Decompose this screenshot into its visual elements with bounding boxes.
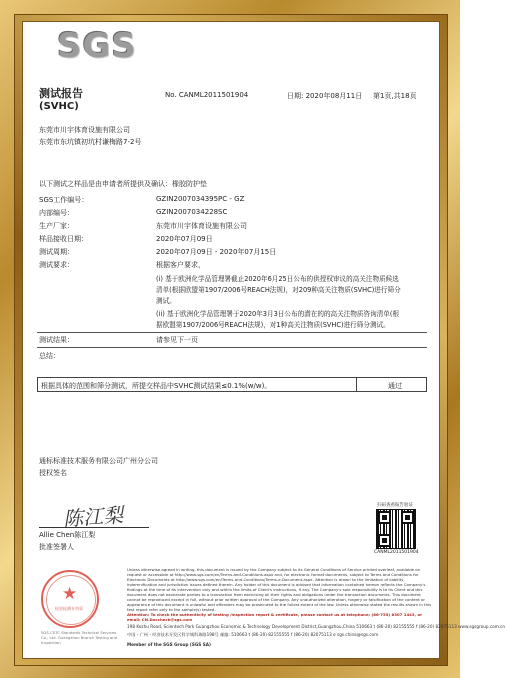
field-value: 2020年07月09日 - 2020年07月15日	[156, 248, 277, 256]
fine-print: Unless otherwise agreed in writing, this document is issued by the Company subject to its General Conditions of Service printed overleaf, available on request or accessible at http://www.sgs.com/en/Terms-and-Conditions.aspx and, for electronic format documents, subject to Terms and Conditions for Electronic Documents at http://www.sgs.com/en/Terms-and-Conditions/Terms-e-Document.aspx. Attention is drawn to the limitation of liability, indemnification and jurisdiction issues defined therein. Any holder of this document is advised that information contained hereon reflects the Company's findings at the time of its intervention only and within the limits of Client's instructions, if any. The Company's sole responsibility is to its Client and this document does not exonerate parties to a transaction from exercising all their rights and obligations under the transaction documents. This document cannot be reproduced except in full, without prior written approval of the Company. Any unauthorized alteration, forgery or falsification of the content or appearance of this document is unlawful and offenders may be prosecuted to the fullest extent of the law. Unless otherwise stated the results shown in this test report refer only to the sample(s) tested.	[127, 567, 432, 612]
report-title: 测试报告	[39, 87, 83, 100]
field-value: GZIN2007034395PC - GZ	[156, 195, 245, 203]
summary-verdict: 通过	[388, 382, 402, 390]
signatory-name: Allie Chen陈江梨	[39, 531, 96, 539]
qr-finder	[378, 534, 391, 547]
field-value: GZIN2007034228SC	[156, 208, 228, 216]
address-chinese: 中国・广州・经济技术开发区科学城科珠路198号 邮编: 510663 t (86-20) 82155555 f (86-20) 82075113 e sgs.china@sgs.com	[127, 632, 379, 637]
requirement-line: 清单(根据欧盟第1907/2006号REACH法规)，对209种高关注物质(SVHC)进行筛分	[156, 286, 401, 294]
requirement-line: 据欧盟第1907/2006号REACH法规)，对1种高关注物质(SVHC)进行筛分测试。	[156, 321, 390, 329]
table-divider	[356, 378, 357, 391]
seal-text: 检验检测专用章	[55, 606, 83, 611]
signature-line	[39, 527, 149, 528]
authenticity-notice: Attention: To check the authenticity of testing /inspection report & certificate, please contact us at telephone: (86-755) 8307 1443, or email: CN.Doccheck@sgs.com	[127, 612, 422, 622]
qr-finder	[401, 511, 414, 524]
requirements-label: 测试要求：	[39, 261, 74, 269]
requirements-lead: 根据客户要求，	[156, 261, 205, 269]
report-subtitle: (SVHC)	[39, 101, 79, 112]
address-english: 198 Kezhu Road, Scientech Park Guangzhou Economic & Technology Development District,Guangzhou,China 510663 t (86-20) 82155555 f (86-20) 82075113 www.sgsgroup.com.cn	[127, 624, 505, 629]
summary-text: 根据具体的范围和筛分测试，所提交样品中SVHC测试结果≤0.1%(w/w)。	[41, 382, 272, 390]
report-number: No. CANML2011501904	[165, 91, 249, 99]
member-line: Member of the SGS Group (SGS SA)	[127, 642, 211, 647]
divider	[37, 347, 427, 348]
qr-caption: 扫码查看报告验证	[377, 503, 413, 508]
result-label: 测试结果：	[39, 336, 74, 344]
handwritten-signature: 陈江梨	[62, 502, 124, 532]
field-value: 东莞市川宇体育设施有限公司	[156, 222, 247, 230]
red-seal-icon	[41, 570, 99, 628]
requirement-line: 测试。	[156, 297, 176, 305]
qr-code-text: CANML2011501904	[374, 550, 419, 555]
qr-code-icon[interactable]	[376, 509, 416, 549]
result-value: 请参见下一页	[156, 336, 198, 344]
sample-intro: 以下测试之样品是由申请者所提供及确认：橡胶防护垫	[39, 180, 207, 188]
signoff-authorized: 授权签名	[39, 469, 67, 477]
requirement-line: (i) 基于欧洲化学品管理署截止2020年6月25日公布的供授权审议的高关注物质候选	[156, 275, 399, 283]
field-label: 样品接收日期：	[39, 235, 88, 243]
left-footer-band: SGS-CSTC Standards Technical Services Co., Ltd. Guangzhou Branch Testing and Inspection	[41, 630, 118, 645]
signoff-company: 通标标准技术服务有限公司广州分公司	[39, 457, 158, 465]
summary-table	[37, 377, 427, 392]
star-icon: ★	[62, 584, 78, 604]
divider	[37, 332, 427, 333]
report-date: 日期: 2020年08月11日	[287, 92, 363, 100]
field-label: SGS工作编号：	[39, 196, 89, 204]
field-label: 测试周期：	[39, 248, 74, 256]
summary-label: 总结：	[39, 352, 60, 360]
field-label: 内部编号：	[39, 209, 74, 217]
client-name: 东莞市川宇体育设施有限公司	[39, 126, 130, 134]
client-address: 东莞市东坑镇初坑村谦梅路7-2号	[39, 138, 142, 146]
field-value: 2020年07月09日	[156, 235, 213, 243]
requirement-line: (ii) 基于欧洲化学品管理署于2020年3月3日公布的潜在的的高关注物质咨询清单(根	[156, 310, 400, 318]
field-label: 生产厂家：	[39, 222, 74, 230]
sgs-logo: SGS	[57, 26, 137, 66]
page-indicator: 第1页,共18页	[373, 92, 417, 100]
signatory-title: 批准签署人	[39, 543, 74, 551]
report-page	[22, 21, 505, 659]
qr-finder	[378, 511, 391, 524]
